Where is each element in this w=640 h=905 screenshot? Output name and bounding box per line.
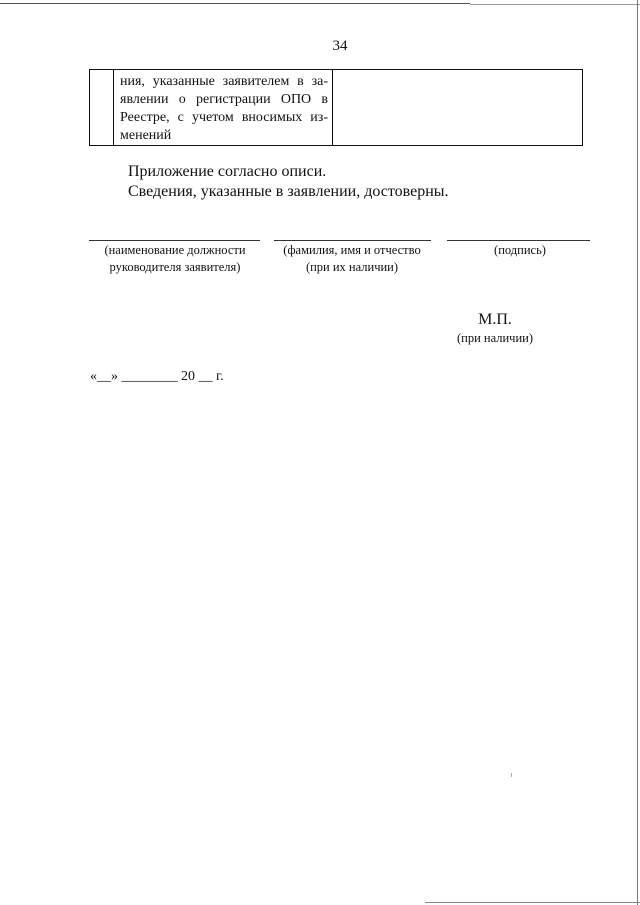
table-cell-description xyxy=(114,70,333,146)
position-caption-line-1: (наименование должности xyxy=(104,243,246,257)
stamp-note: (при наличии) xyxy=(456,331,534,345)
scan-edge-right xyxy=(637,0,638,905)
scan-edge-top-faint xyxy=(470,4,640,5)
cell-line-1: ния, указанные заявителем в за- xyxy=(120,74,328,89)
name-caption-line-2: (при их наличии) xyxy=(305,260,399,274)
stamp-label: М.П. xyxy=(478,311,512,328)
cell-line-4: менений xyxy=(120,128,172,143)
date-line: «__» ________ 20 __ г. xyxy=(90,369,224,384)
table-cell-number xyxy=(90,70,114,146)
position-caption-line-2: руководителя заявителя) xyxy=(109,260,241,274)
page-number: 34 xyxy=(332,38,348,54)
cell-line-3: Реестре, с учетом вносимых из- xyxy=(120,110,328,125)
cell-line-2: явлении о регистрации ОПО в xyxy=(120,92,328,107)
table-cell-text xyxy=(114,70,332,145)
scan-speck xyxy=(511,773,512,777)
accuracy-statement: Сведения, указанные в заявлении, достоверны. xyxy=(128,183,449,200)
attachment-statement: Приложение согласно описи. xyxy=(128,163,327,180)
name-signature-line xyxy=(274,240,431,241)
position-signature-line xyxy=(89,240,260,241)
continuation-table xyxy=(89,69,583,146)
scan-edge-bottom xyxy=(425,902,640,903)
position-caption xyxy=(86,242,264,276)
table-row xyxy=(90,70,583,146)
signature-caption: (подпись) xyxy=(494,243,546,257)
name-caption-line-1: (фамилия, имя и отчество xyxy=(283,243,421,257)
table-cell-value xyxy=(333,70,583,146)
name-caption xyxy=(272,242,432,276)
scan-edge-top xyxy=(0,3,470,4)
signature-line xyxy=(447,240,590,241)
